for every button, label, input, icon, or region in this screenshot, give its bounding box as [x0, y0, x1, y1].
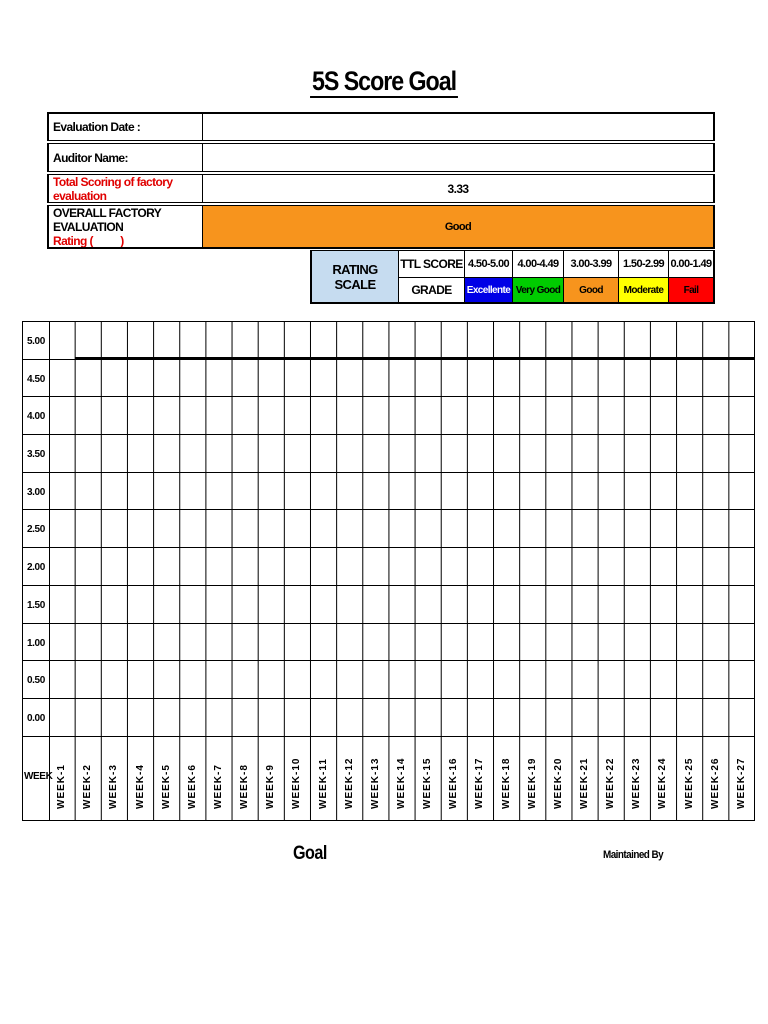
evaluation-date-field[interactable] [202, 112, 715, 141]
y-tick-label: 3.50 [27, 449, 45, 460]
x-axis-week-label: WEEK [24, 771, 53, 782]
total-scoring-label: Total Scoring of factory evaluation [47, 174, 203, 203]
x-tick-label: WEEK-2 [82, 764, 94, 809]
score-chart-svg [22, 321, 755, 821]
x-tick-label: WEEK-14 [396, 757, 407, 809]
x-tick-label: WEEK-4 [134, 764, 146, 809]
score-chart [22, 321, 755, 821]
y-tick-label: 2.50 [27, 524, 45, 535]
x-tick-label: WEEK-13 [369, 757, 381, 809]
rating-scale-label: RATING SCALE [310, 250, 399, 304]
rating-grade-2: Very Good [512, 277, 564, 304]
y-tick-label: 0.00 [27, 713, 45, 724]
y-tick-label: 3.00 [27, 486, 45, 498]
rating-grade-4: Moderate [618, 277, 669, 304]
x-tick-label: WEEK-8 [239, 764, 251, 809]
auditor-name-field[interactable] [202, 143, 715, 172]
total-scoring-value: 3.33 [202, 174, 715, 203]
overall-evaluation-title: OVERALL FACTORY EVALUATION [53, 205, 161, 234]
grade-label: GRADE [398, 277, 465, 304]
x-tick-label: WEEK-19 [526, 757, 538, 809]
x-tick-label: WEEK-25 [683, 757, 695, 809]
ttl-score-label: TTL SCORE [398, 250, 465, 278]
x-tick-label: WEEK-9 [265, 764, 277, 809]
x-tick-label: WEEK-18 [500, 757, 512, 809]
overall-evaluation-label [47, 205, 203, 249]
overall-rating-value: Good [202, 205, 715, 249]
rating-range-5: 0.00-1.49 [668, 250, 715, 278]
evaluation-date-label: Evaluation Date : [47, 112, 203, 141]
goal-legend-label: Goal [293, 843, 327, 864]
x-tick-label: WEEK-1 [56, 764, 68, 809]
rating-range-1: 4.50-5.00 [464, 250, 513, 278]
x-tick-label: WEEK-15 [422, 757, 434, 809]
rating-label: Rating ( ) [53, 233, 124, 248]
page-title: 5S Score Goal [311, 66, 457, 96]
x-tick-label: WEEK-20 [552, 757, 564, 809]
rating-range-3: 3.00-3.99 [563, 250, 619, 278]
auditor-name-label: Auditor Name: [47, 143, 203, 172]
x-tick-label: WEEK-3 [108, 764, 120, 809]
y-tick-label: 4.00 [27, 411, 45, 422]
x-tick-label: WEEK-5 [160, 764, 172, 809]
x-tick-label: WEEK-22 [605, 757, 617, 809]
x-tick-label: WEEK-23 [631, 757, 643, 809]
rating-grade-5: Fail [668, 277, 715, 304]
y-tick-label: 5.00 [27, 336, 45, 347]
y-tick-label: 1.00 [27, 637, 45, 649]
y-tick-label: 4.50 [27, 373, 45, 385]
x-tick-label: WEEK-11 [317, 758, 329, 809]
x-tick-label: WEEK-24 [657, 757, 669, 809]
y-tick-label: 2.00 [27, 562, 45, 573]
rating-grade-3: Good [563, 277, 619, 304]
rating-range-4: 1.50-2.99 [618, 250, 669, 278]
x-tick-label: WEEK-27 [735, 757, 747, 809]
y-tick-label: 0.50 [27, 675, 45, 686]
rating-grade-1: Excellente [464, 277, 513, 304]
rating-range-2: 4.00-4.49 [512, 250, 564, 278]
x-tick-label: WEEK-16 [448, 757, 460, 809]
x-tick-label: WEEK-26 [709, 757, 721, 809]
x-tick-label: WEEK-21 [579, 757, 591, 809]
x-tick-label: WEEK-17 [474, 757, 486, 809]
x-tick-label: WEEK-7 [212, 764, 224, 809]
x-tick-label: WEEK-12 [343, 757, 355, 809]
x-tick-label: WEEK-6 [186, 764, 198, 809]
x-tick-label: WEEK-10 [291, 757, 303, 809]
maintained-by-label: Maintained By [603, 849, 664, 861]
y-tick-label: 1.50 [27, 600, 45, 611]
